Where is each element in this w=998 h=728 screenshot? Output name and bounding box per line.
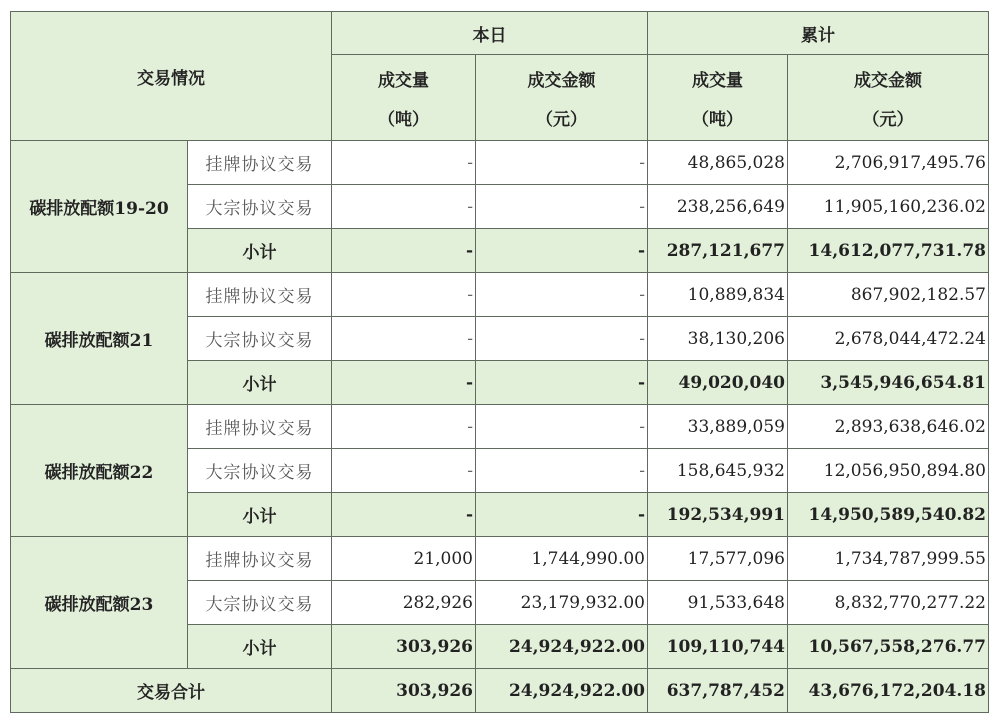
subtotal-label: 小计 — [188, 229, 332, 273]
header-today: 本日 — [332, 12, 648, 55]
cumulative-amount: 2,706,917,495.76 — [788, 141, 989, 185]
cumulative-amount: 3,545,946,654.81 — [788, 361, 989, 405]
table-row — [11, 537, 989, 581]
subtotal-label: 小计 — [188, 625, 332, 669]
trading-summary-table — [10, 11, 989, 713]
cumulative-amount: 2,893,638,646.02 — [788, 405, 989, 449]
today-amount: - — [476, 405, 648, 449]
total-row — [11, 669, 989, 713]
today-volume: - — [332, 185, 476, 229]
cumulative-amount: 43,676,172,204.18 — [788, 669, 989, 713]
today-amount: 1,744,990.00 — [476, 537, 648, 581]
today-volume: - — [332, 405, 476, 449]
cumulative-volume: 158,645,932 — [648, 449, 788, 493]
cumulative-amount: 1,734,787,999.55 — [788, 537, 989, 581]
cumulative-volume: 33,889,059 — [648, 405, 788, 449]
today-amount: 23,179,932.00 — [476, 581, 648, 625]
cumulative-volume: 49,020,040 — [648, 361, 788, 405]
cumulative-volume: 109,110,744 — [648, 625, 788, 669]
trade-type: 大宗协议交易 — [188, 449, 332, 493]
today-amount: - — [476, 361, 648, 405]
today-amount: - — [476, 493, 648, 537]
amount-label: 成交金额 — [854, 70, 922, 91]
today-volume: 303,926 — [332, 669, 476, 713]
header-cumulative: 累计 — [648, 12, 989, 55]
today-amount: - — [476, 317, 648, 361]
amount-unit: （元） — [536, 109, 587, 130]
header-today-volume — [332, 55, 476, 141]
cumulative-amount: 14,612,077,731.78 — [788, 229, 989, 273]
cumulative-amount: 8,832,770,277.22 — [788, 581, 989, 625]
today-amount: - — [476, 185, 648, 229]
group-name: 碳排放配额23 — [11, 537, 188, 669]
header-cumulative-volume — [648, 55, 788, 141]
cumulative-volume: 17,577,096 — [648, 537, 788, 581]
trade-type: 挂牌协议交易 — [188, 141, 332, 185]
cumulative-volume: 10,889,834 — [648, 273, 788, 317]
subtotal-label: 小计 — [188, 361, 332, 405]
today-volume: - — [332, 229, 476, 273]
amount-label: 成交金额 — [527, 70, 596, 91]
today-volume: 282,926 — [332, 581, 476, 625]
table-row — [11, 141, 989, 185]
volume-unit: （吨） — [692, 109, 743, 130]
today-amount: - — [476, 141, 648, 185]
today-amount: 24,924,922.00 — [476, 625, 648, 669]
today-volume: - — [332, 493, 476, 537]
trade-type: 大宗协议交易 — [188, 185, 332, 229]
trade-type: 大宗协议交易 — [188, 581, 332, 625]
table-row — [11, 405, 989, 449]
cumulative-amount: 14,950,589,540.82 — [788, 493, 989, 537]
volume-unit: （吨） — [378, 109, 429, 130]
cumulative-amount: 867,902,182.57 — [788, 273, 989, 317]
amount-unit: （元） — [862, 109, 914, 130]
today-amount: 24,924,922.00 — [476, 669, 648, 713]
today-volume: - — [332, 273, 476, 317]
cumulative-volume: 238,256,649 — [648, 185, 788, 229]
cumulative-volume: 38,130,206 — [648, 317, 788, 361]
cumulative-volume: 287,121,677 — [648, 229, 788, 273]
cumulative-amount: 10,567,558,276.77 — [788, 625, 989, 669]
today-volume: - — [332, 141, 476, 185]
trade-type: 挂牌协议交易 — [188, 273, 332, 317]
trade-type: 挂牌协议交易 — [188, 537, 332, 581]
today-volume: 21,000 — [332, 537, 476, 581]
volume-label: 成交量 — [692, 70, 743, 91]
today-amount: - — [476, 449, 648, 493]
cumulative-volume: 192,534,991 — [648, 493, 788, 537]
cumulative-volume: 91,533,648 — [648, 581, 788, 625]
trade-type: 大宗协议交易 — [188, 317, 332, 361]
header-today-amount — [476, 55, 648, 141]
group-name: 碳排放配额22 — [11, 405, 188, 537]
cumulative-amount: 2,678,044,472.24 — [788, 317, 989, 361]
today-volume: - — [332, 449, 476, 493]
cumulative-volume: 637,787,452 — [648, 669, 788, 713]
today-amount: - — [476, 273, 648, 317]
today-volume: 303,926 — [332, 625, 476, 669]
cumulative-amount: 11,905,160,236.02 — [788, 185, 989, 229]
trade-type: 挂牌协议交易 — [188, 405, 332, 449]
total-label: 交易合计 — [11, 669, 332, 713]
subtotal-label: 小计 — [188, 493, 332, 537]
today-amount: - — [476, 229, 648, 273]
group-name: 碳排放配额21 — [11, 273, 188, 405]
cumulative-amount: 12,056,950,894.80 — [788, 449, 989, 493]
group-name: 碳排放配额19-20 — [11, 141, 188, 273]
today-volume: - — [332, 317, 476, 361]
table-row — [11, 273, 989, 317]
cumulative-volume: 48,865,028 — [648, 141, 788, 185]
header-trading-situation: 交易情况 — [11, 12, 332, 141]
header-cumulative-amount — [788, 55, 989, 141]
today-volume: - — [332, 361, 476, 405]
volume-label: 成交量 — [378, 70, 429, 91]
